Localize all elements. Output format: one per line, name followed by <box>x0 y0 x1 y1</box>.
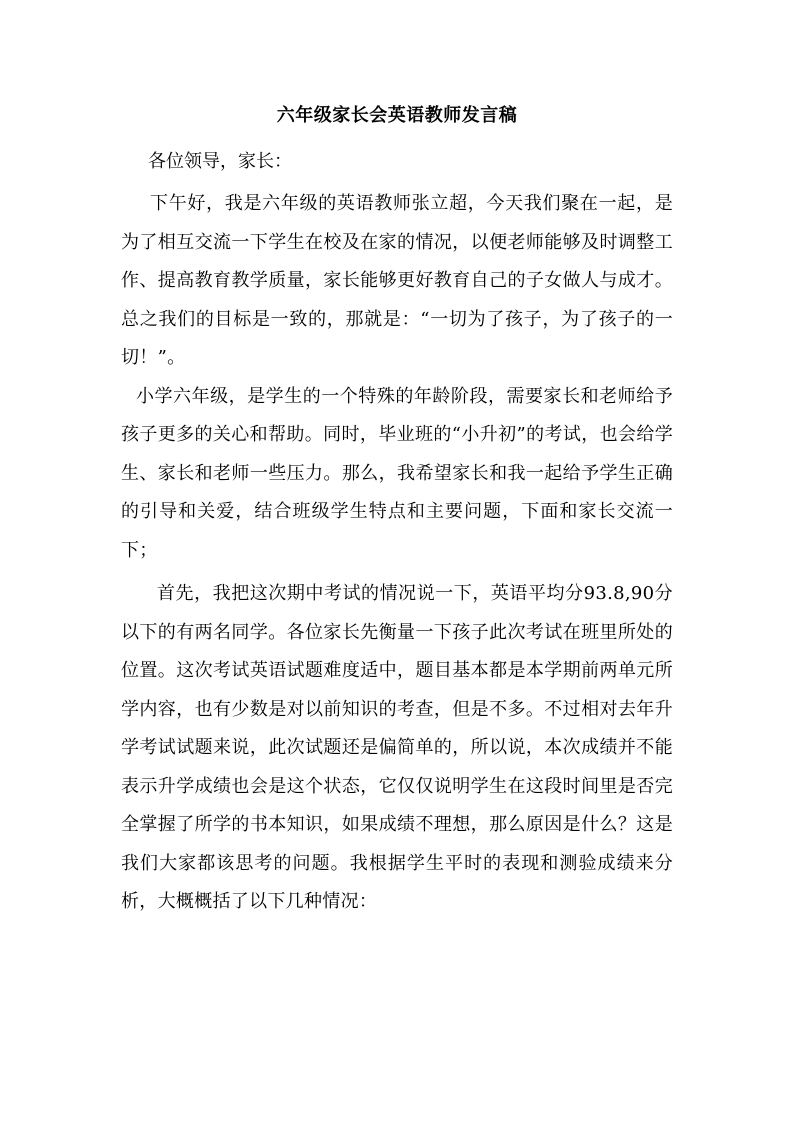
salutation: 各位领导，家长： <box>148 151 292 172</box>
paragraph-opening: 下午好，我是六年级的英语教师张立超，今天我们聚在一起，是为了相互交流一下学生在校及在家的情况，以便老师能够及时调整工作、提高教育教学质量，家长能够更好教育自己的子女做人与成才。总之我们的目标是一致的，那就是：“一切为了孩子，为了孩子的一切！”。 <box>121 193 673 368</box>
paragraph-exam-results: 首先，我把这次期中考试的情况说一下，英语平均分93.8,90分以下的有两名同学。各位家长先衡量一下孩子此次考试在班里所处的位置。这次考试英语试题难度适中，题目基本都是本学期前两单元所学内容，也有少数是对以前知识的考查，但是不多。不过相对去年升学考试试题来说，此次试题还是偏简单的，所以说，本次成绩并不能表示升学成绩也会是这个状态，它仅仅说明学生在这段时间里是否完全掌握了所学的书本知识，如果成绩不理想，那么原因是什么？这是我们大家都该思考的问题。我根据学生平时的表现和测验成绩来分析，大概概括了以下几种情况： <box>121 583 673 912</box>
document-title: 六年级家长会英语教师发言稿 <box>276 105 518 126</box>
document-body <box>121 103 673 922</box>
paragraph-grade-six: 小学六年级，是学生的一个特殊的年龄阶段，需要家长和老师给予孩子更多的关心和帮助。同时，毕业班的“小升初”的考试，也会给学生、家长和老师一些压力。那么，我希望家长和我一起给予学生正确的引导和关爱，结合班级学生特点和主要问题，下面和家长交流一下； <box>121 385 673 561</box>
